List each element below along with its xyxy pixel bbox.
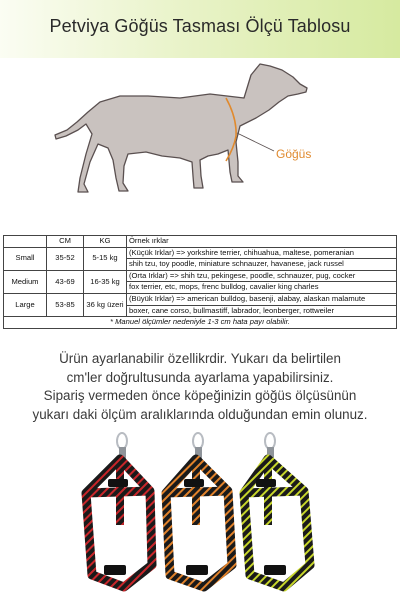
harness-red — [86, 433, 152, 587]
cm-cell: 35-52 — [47, 247, 84, 270]
breed-col-header: Örnek ırklar — [127, 236, 397, 248]
cm-cell: 43-69 — [47, 270, 84, 293]
size-col-header — [4, 236, 47, 248]
cm-col-header: CM — [47, 236, 84, 248]
kg-col-header: KG — [84, 236, 127, 248]
harness-yellow — [244, 433, 310, 587]
table-row — [4, 293, 397, 305]
description-line: cm'ler doğrultusunda ayarlama yapabilirsiniz. — [66, 369, 334, 385]
chest-label: Göğüs — [276, 147, 312, 161]
breed-cell: boxer, cane corso, bullmastiff, labrador, leonberger, rottweiler — [127, 305, 397, 317]
kg-cell: 36 kg üzeri — [84, 293, 127, 316]
harness-product-photo — [0, 425, 400, 600]
breed-cell: (Küçük Irklar) => yorkshire terrier, chihuahua, maltese, pomeranian — [127, 247, 397, 259]
size-cell: Large — [4, 293, 47, 316]
error-margin-note: * Manuel ölçümler nedeniyle 1-3 cm hata payı olabilir. — [4, 317, 397, 329]
chest-pointer-line — [237, 133, 274, 151]
table-row — [4, 247, 397, 259]
table-row — [4, 270, 397, 282]
dog-measurement-diagram — [0, 58, 400, 228]
breed-cell: (Büyük Irklar) => american bulldog, basenji, alabay, alaskan malamute — [127, 293, 397, 305]
table-note-row — [4, 317, 397, 329]
harness-illustration — [0, 425, 400, 600]
dog-silhouette — [55, 64, 307, 192]
description-line: Sipariş vermeden önce köpeğinizin göğüs ölçüsünün — [43, 388, 357, 403]
harness-orange — [166, 433, 232, 587]
breed-cell: (Orta Irklar) => shih tzu, pekingese, poodle, schnauzer, pug, cocker — [127, 270, 397, 282]
title-banner — [0, 0, 400, 58]
cm-cell: 53-85 — [47, 293, 84, 316]
size-table-header-row — [4, 236, 397, 248]
page-title: Petviya Göğüs Tasması Ölçü Tablosu — [49, 16, 351, 36]
kg-cell: 5-15 kg — [84, 247, 127, 270]
description-line: Ürün ayarlanabilir özellikrdir. Yukarı da belirtilen — [59, 351, 341, 366]
size-cell: Small — [4, 247, 47, 270]
size-cell: Medium — [4, 270, 47, 293]
breed-cell: shih tzu, toy poodle, miniature schnauzer, havanese, jack russel — [127, 259, 397, 271]
description-line: yukarı daki ölçüm aralıklarında olduğundan emin olunuz. — [32, 406, 368, 422]
size-table — [3, 235, 397, 329]
kg-cell: 16-35 kg — [84, 270, 127, 293]
breed-cell: fox terrier, etc, mops, frenc bulldog, cavalier king charles — [127, 282, 397, 294]
dog-silhouette-illustration — [0, 58, 400, 228]
product-description — [14, 350, 386, 424]
